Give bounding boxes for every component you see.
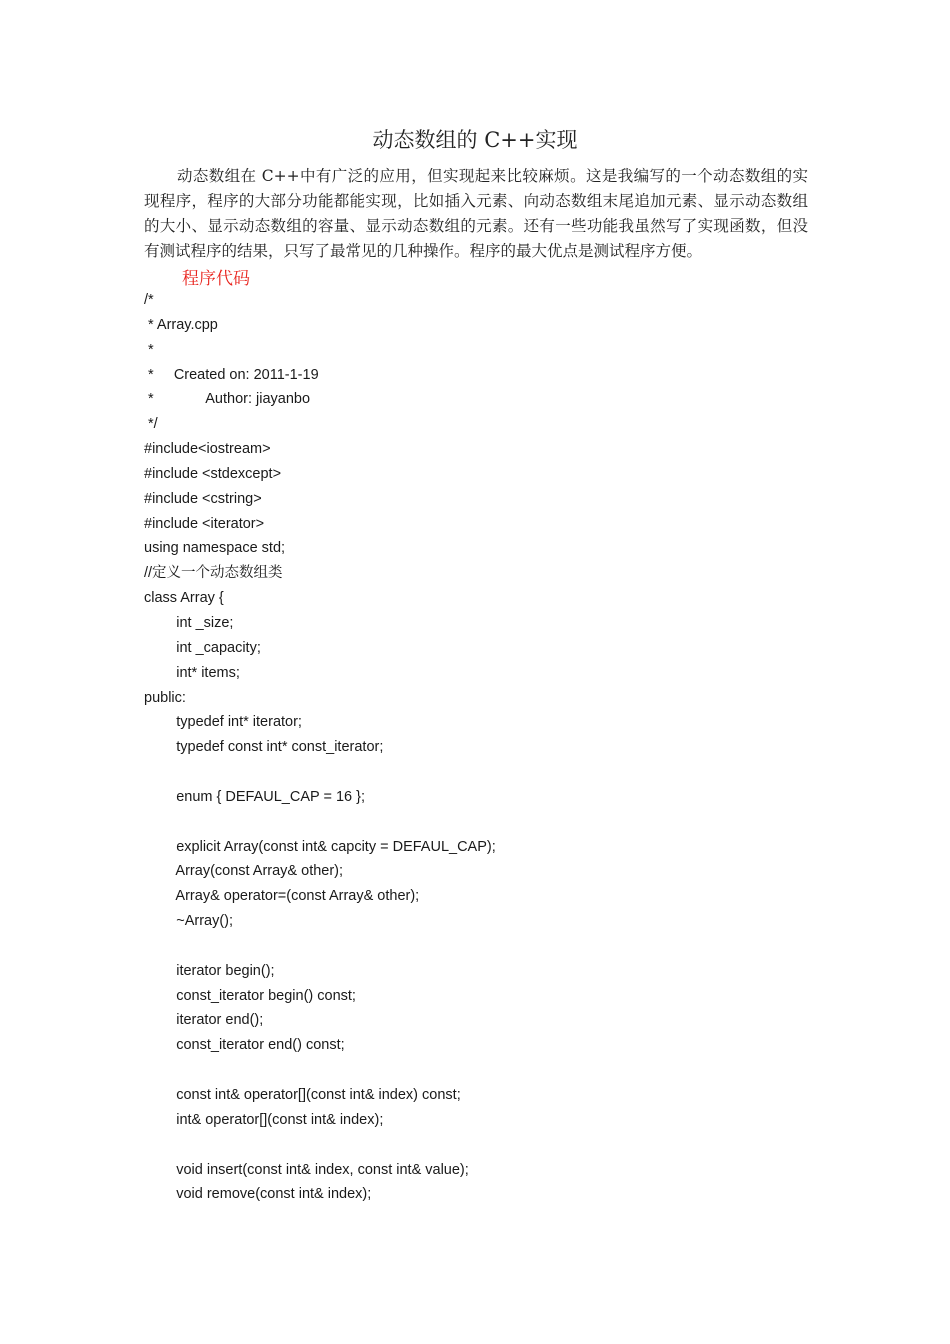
code-line: void insert(const int& index, const int& value); <box>144 1161 469 1178</box>
code-line: #include <iterator> <box>144 515 265 532</box>
code-line: int* items; <box>144 664 240 681</box>
code-block <box>144 288 844 1207</box>
code-line: #include <cstring> <box>144 490 262 507</box>
code-line: using namespace std; <box>144 540 286 557</box>
code-line: int _capacity; <box>144 639 261 656</box>
code-line: typedef int* iterator; <box>144 714 302 731</box>
code-line: Array(const Array& other); <box>144 863 344 880</box>
code-line: * Author: jiayanbo <box>144 391 311 408</box>
code-line: #include<iostream> <box>144 441 271 458</box>
code-line: */ <box>144 416 158 433</box>
code-line: void remove(const int& index); <box>144 1186 372 1203</box>
code-line: iterator end(); <box>144 1012 264 1029</box>
code-line: * <box>144 341 154 358</box>
code-line: explicit Array(const int& capcity = DEFAUL_CAP); <box>144 838 496 855</box>
code-line: const_iterator begin() const; <box>144 987 356 1004</box>
code-line: int& operator[](const int& index); <box>144 1111 384 1128</box>
code-line <box>144 1133 844 1158</box>
code-line: int _size; <box>144 614 234 631</box>
code-line: iterator begin(); <box>144 962 275 979</box>
code-line: class Array { <box>144 590 224 607</box>
code-line: const_iterator end() const; <box>144 1037 345 1054</box>
code-line: /* <box>144 292 154 308</box>
section-heading: 程序代码 <box>182 269 250 289</box>
code-line: //定义一个动态数组类 <box>144 565 283 582</box>
code-line: const int& operator[](const int& index) const; <box>144 1087 461 1103</box>
code-line: * Array.cpp <box>144 316 218 333</box>
code-line: public: <box>144 689 186 706</box>
code-line <box>144 1058 844 1083</box>
code-line <box>144 934 844 959</box>
code-line: enum { DEFAUL_CAP = 16 }; <box>144 788 365 805</box>
code-line: Array& operator=(const Array& other); <box>144 888 420 905</box>
code-line: * Created on: 2011-1-19 <box>144 366 319 383</box>
intro-paragraph: 动态数组在 C++中有广泛的应用，但实现起来比较麻烦。这是我编写的一个动态数组的实现程序，程序的大部分功能都能实现，比如插入元素、向动态数组末尾追加元素、显示动态数组的大小、显示动态数组的容量、显示动态数组的元素。还有一些功能我虽然写了实现函数，但没有测试程序的结果，只写了最常见的几种操作。程序的最大优点是测试程序方便。 <box>144 167 808 260</box>
code-line: ~Array(); <box>144 913 234 930</box>
code-line: typedef const int* const_iterator; <box>144 739 384 756</box>
code-line <box>144 760 844 785</box>
document-title: 动态数组的 C++实现 <box>372 128 578 152</box>
code-line: #include <stdexcept> <box>144 465 282 482</box>
code-line <box>144 810 844 835</box>
